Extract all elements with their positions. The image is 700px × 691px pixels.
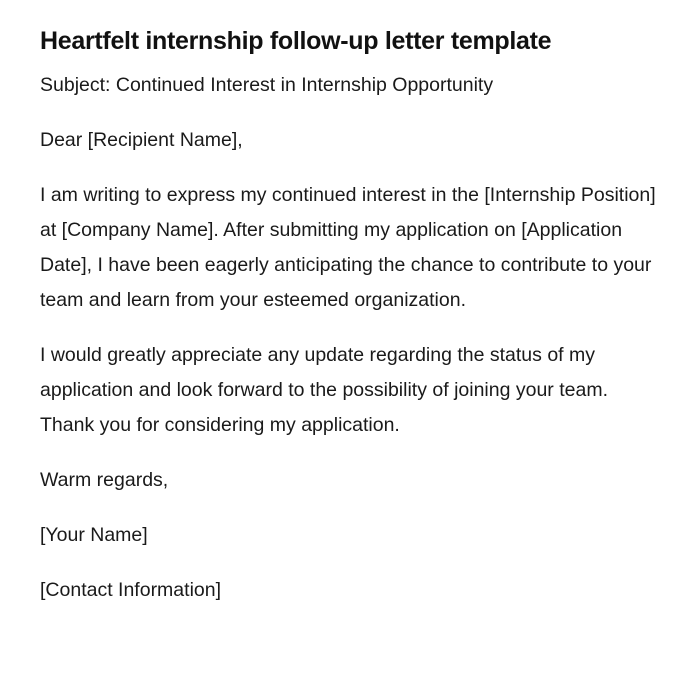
page-title: Heartfelt internship follow-up letter template (40, 27, 552, 55)
closing: Warm regards, (40, 469, 169, 491)
body-paragraph-1: I am writing to express my continued interest in the [Internship Position] at [Company Name]. After submitting my application on [Application Date], I have been eagerly anticipating the chance to contribute to your team and learn from your esteemed organization. (40, 184, 656, 311)
contact-information: [Contact Information] (40, 579, 222, 601)
salutation: Dear [Recipient Name], (40, 129, 243, 151)
body-paragraph-2: I would greatly appreciate any update regarding the status of my application and look forward to the possibility of joining your team. Thank you for considering my application. (40, 344, 608, 436)
signature-name: [Your Name] (40, 524, 148, 546)
subject-line: Subject: Continued Interest in Internship Opportunity (40, 74, 494, 96)
